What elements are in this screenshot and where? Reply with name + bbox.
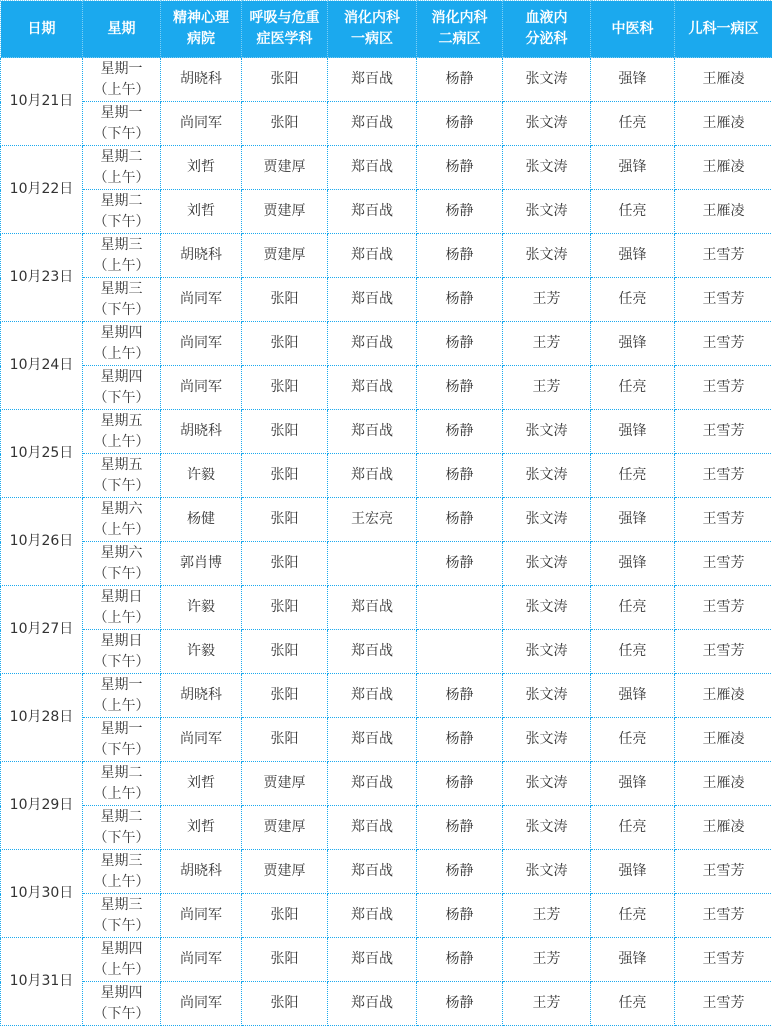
doctor-cell: 张文涛 [503, 102, 591, 146]
doctor-cell: 张文涛 [503, 498, 591, 542]
period-label: （上午） [85, 344, 158, 365]
doctor-cell: 杨健 [161, 498, 242, 542]
doctor-cell: 胡晓科 [161, 674, 242, 718]
doctor-cell: 郑百战 [328, 58, 417, 102]
column-header [161, 1, 242, 58]
doctor-cell: 王雪芳 [675, 366, 772, 410]
doctor-cell: 张阳 [242, 674, 328, 718]
table-row [1, 674, 772, 718]
doctor-cell: 张阳 [242, 586, 328, 630]
date-cell: 10月26日 [1, 498, 83, 586]
doctor-cell: 郑百战 [328, 894, 417, 938]
doctor-cell: 郑百战 [328, 366, 417, 410]
date-cell: 10月28日 [1, 674, 83, 762]
weekday-label: 星期四 [85, 367, 158, 388]
weekday-cell [83, 938, 161, 982]
doctor-cell: 王雁凌 [675, 762, 772, 806]
doctor-cell: 王芳 [503, 322, 591, 366]
doctor-cell: 张阳 [242, 366, 328, 410]
doctor-cell: 王宏亮 [328, 498, 417, 542]
doctor-cell: 任亮 [591, 190, 675, 234]
period-label: （下午） [85, 740, 158, 761]
doctor-cell: 任亮 [591, 806, 675, 850]
weekday-cell [83, 542, 161, 586]
weekday-label: 星期一 [85, 719, 158, 740]
doctor-cell: 杨静 [417, 498, 503, 542]
doctor-cell: 任亮 [591, 366, 675, 410]
doctor-cell: 王雁凌 [675, 190, 772, 234]
doctor-cell: 王雪芳 [675, 850, 772, 894]
doctor-cell: 贾建厚 [242, 190, 328, 234]
period-label: （下午） [85, 916, 158, 937]
weekday-cell [83, 630, 161, 674]
period-label: （上午） [85, 256, 158, 277]
period-label: （上午） [85, 960, 158, 981]
doctor-cell: 杨静 [417, 938, 503, 982]
doctor-cell: 郑百战 [328, 322, 417, 366]
column-header [1, 1, 83, 58]
weekday-label: 星期日 [85, 587, 158, 608]
period-label: （下午） [85, 476, 158, 497]
weekday-cell [83, 762, 161, 806]
table-row [1, 542, 772, 586]
doctor-cell: 强锋 [591, 542, 675, 586]
doctor-cell: 郑百战 [328, 850, 417, 894]
weekday-cell [83, 410, 161, 454]
doctor-cell: 郑百战 [328, 278, 417, 322]
doctor-cell [328, 542, 417, 586]
doctor-cell: 许毅 [161, 586, 242, 630]
doctor-cell: 贾建厚 [242, 234, 328, 278]
doctor-cell: 胡晓科 [161, 234, 242, 278]
table-row [1, 190, 772, 234]
table-body [1, 58, 772, 1026]
doctor-cell: 杨静 [417, 850, 503, 894]
date-cell: 10月23日 [1, 234, 83, 322]
doctor-cell: 张阳 [242, 982, 328, 1026]
table-row [1, 586, 772, 630]
doctor-cell: 王雪芳 [675, 454, 772, 498]
period-label: （上午） [85, 520, 158, 541]
period-label: （上午） [85, 168, 158, 189]
doctor-cell: 王雁凌 [675, 718, 772, 762]
doctor-cell: 张文涛 [503, 234, 591, 278]
weekday-cell [83, 366, 161, 410]
period-label: （下午） [85, 388, 158, 409]
doctor-cell: 张阳 [242, 454, 328, 498]
doctor-cell: 郑百战 [328, 454, 417, 498]
doctor-cell: 贾建厚 [242, 762, 328, 806]
doctor-cell: 尚同军 [161, 718, 242, 762]
doctor-cell [417, 586, 503, 630]
doctor-cell: 张文涛 [503, 762, 591, 806]
doctor-cell: 王芳 [503, 894, 591, 938]
doctor-cell: 王雪芳 [675, 498, 772, 542]
weekday-label: 星期日 [85, 631, 158, 652]
weekday-cell [83, 894, 161, 938]
doctor-cell: 王雪芳 [675, 410, 772, 454]
doctor-cell: 许毅 [161, 454, 242, 498]
table-row [1, 102, 772, 146]
weekday-label: 星期一 [85, 675, 158, 696]
doctor-cell: 强锋 [591, 234, 675, 278]
table-row [1, 322, 772, 366]
weekday-cell [83, 850, 161, 894]
doctor-cell: 任亮 [591, 586, 675, 630]
table-row [1, 938, 772, 982]
doctor-cell: 贾建厚 [242, 806, 328, 850]
doctor-cell: 尚同军 [161, 938, 242, 982]
period-label: （下午） [85, 652, 158, 673]
weekday-cell [83, 322, 161, 366]
doctor-cell: 王雪芳 [675, 630, 772, 674]
weekday-label: 星期六 [85, 543, 158, 564]
period-label: （下午） [85, 212, 158, 233]
table-row [1, 850, 772, 894]
doctor-cell: 任亮 [591, 718, 675, 762]
period-label: （下午） [85, 1004, 158, 1025]
table-row [1, 366, 772, 410]
doctor-cell: 王雪芳 [675, 586, 772, 630]
doctor-cell: 王雪芳 [675, 322, 772, 366]
period-label: （下午） [85, 300, 158, 321]
column-header-line: 日期 [3, 19, 80, 40]
doctor-cell: 张文涛 [503, 146, 591, 190]
doctor-cell: 强锋 [591, 322, 675, 366]
column-header-line: 儿科一病区 [677, 19, 770, 40]
doctor-cell: 刘哲 [161, 146, 242, 190]
date-cell: 10月29日 [1, 762, 83, 850]
doctor-cell: 张文涛 [503, 454, 591, 498]
doctor-cell: 张文涛 [503, 542, 591, 586]
doctor-cell: 任亮 [591, 454, 675, 498]
doctor-cell: 胡晓科 [161, 58, 242, 102]
weekday-cell [83, 58, 161, 102]
weekday-label: 星期五 [85, 411, 158, 432]
table-row [1, 498, 772, 542]
column-header [242, 1, 328, 58]
doctor-cell: 尚同军 [161, 102, 242, 146]
doctor-cell: 杨静 [417, 674, 503, 718]
doctor-cell: 王雁凌 [675, 146, 772, 190]
doctor-cell: 张阳 [242, 58, 328, 102]
doctor-cell: 郭肖博 [161, 542, 242, 586]
period-label: （下午） [85, 828, 158, 849]
date-cell: 10月31日 [1, 938, 83, 1026]
doctor-cell: 强锋 [591, 674, 675, 718]
doctor-cell: 杨静 [417, 894, 503, 938]
doctor-cell: 杨静 [417, 58, 503, 102]
table-row [1, 146, 772, 190]
table-row [1, 278, 772, 322]
doctor-cell: 杨静 [417, 982, 503, 1026]
doctor-cell: 杨静 [417, 410, 503, 454]
doctor-cell: 郑百战 [328, 586, 417, 630]
table-row [1, 762, 772, 806]
date-cell: 10月22日 [1, 146, 83, 234]
period-label: （上午） [85, 432, 158, 453]
date-cell: 10月21日 [1, 58, 83, 146]
doctor-cell: 张文涛 [503, 630, 591, 674]
doctor-cell: 郑百战 [328, 938, 417, 982]
doctor-cell: 郑百战 [328, 234, 417, 278]
doctor-cell: 杨静 [417, 146, 503, 190]
weekday-label: 星期三 [85, 895, 158, 916]
doctor-cell: 张文涛 [503, 58, 591, 102]
weekday-label: 星期三 [85, 235, 158, 256]
doctor-cell: 强锋 [591, 850, 675, 894]
doctor-cell: 许毅 [161, 630, 242, 674]
doctor-cell: 张文涛 [503, 806, 591, 850]
column-header [83, 1, 161, 58]
period-label: （上午） [85, 80, 158, 101]
doctor-cell: 张文涛 [503, 674, 591, 718]
doctor-cell: 强锋 [591, 410, 675, 454]
doctor-cell: 张阳 [242, 718, 328, 762]
doctor-cell: 任亮 [591, 894, 675, 938]
column-header-line: 消化内科 [419, 8, 500, 29]
doctor-cell: 郑百战 [328, 718, 417, 762]
column-header [328, 1, 417, 58]
doctor-cell: 任亮 [591, 102, 675, 146]
doctor-cell: 张文涛 [503, 718, 591, 762]
doctor-cell: 杨静 [417, 234, 503, 278]
weekday-label: 星期三 [85, 851, 158, 872]
doctor-cell: 刘哲 [161, 762, 242, 806]
doctor-cell: 王芳 [503, 366, 591, 410]
doctor-cell: 张文涛 [503, 586, 591, 630]
column-header-line: 分泌科 [505, 29, 588, 50]
doctor-cell: 杨静 [417, 762, 503, 806]
doctor-cell: 郑百战 [328, 982, 417, 1026]
doctor-cell: 胡晓科 [161, 410, 242, 454]
column-header [591, 1, 675, 58]
doctor-cell: 杨静 [417, 102, 503, 146]
weekday-cell [83, 102, 161, 146]
doctor-cell: 胡晓科 [161, 850, 242, 894]
doctor-cell: 贾建厚 [242, 146, 328, 190]
doctor-cell: 杨静 [417, 190, 503, 234]
doctor-cell: 王雁凌 [675, 102, 772, 146]
doctor-cell: 强锋 [591, 498, 675, 542]
date-cell: 10月24日 [1, 322, 83, 410]
weekday-label: 星期二 [85, 807, 158, 828]
header-row [1, 1, 772, 58]
period-label: （上午） [85, 696, 158, 717]
doctor-cell: 杨静 [417, 322, 503, 366]
doctor-cell: 张阳 [242, 410, 328, 454]
period-label: （上午） [85, 608, 158, 629]
doctor-cell: 张阳 [242, 498, 328, 542]
doctor-cell: 刘哲 [161, 806, 242, 850]
weekday-cell [83, 674, 161, 718]
weekday-label: 星期四 [85, 983, 158, 1004]
doctor-cell: 尚同军 [161, 894, 242, 938]
weekday-label: 星期四 [85, 939, 158, 960]
column-header [675, 1, 772, 58]
doctor-cell: 郑百战 [328, 630, 417, 674]
weekday-label: 星期四 [85, 323, 158, 344]
column-header-line: 消化内科 [330, 8, 414, 29]
date-cell: 10月27日 [1, 586, 83, 674]
doctor-cell: 强锋 [591, 58, 675, 102]
table-header [1, 1, 772, 58]
doctor-cell: 王雪芳 [675, 542, 772, 586]
doctor-cell: 刘哲 [161, 190, 242, 234]
doctor-cell [417, 630, 503, 674]
doctor-cell: 杨静 [417, 278, 503, 322]
column-header-line: 二病区 [419, 29, 500, 50]
date-cell: 10月30日 [1, 850, 83, 938]
date-cell: 10月25日 [1, 410, 83, 498]
weekday-label: 星期二 [85, 763, 158, 784]
doctor-cell: 王雁凌 [675, 806, 772, 850]
doctor-cell: 强锋 [591, 762, 675, 806]
period-label: （上午） [85, 872, 158, 893]
weekday-cell [83, 234, 161, 278]
doctor-cell: 郑百战 [328, 102, 417, 146]
doctor-cell: 王芳 [503, 938, 591, 982]
doctor-cell: 张文涛 [503, 850, 591, 894]
doctor-cell: 任亮 [591, 278, 675, 322]
doctor-cell: 尚同军 [161, 982, 242, 1026]
weekday-label: 星期二 [85, 191, 158, 212]
doctor-cell: 尚同军 [161, 278, 242, 322]
doctor-cell: 杨静 [417, 366, 503, 410]
table-row [1, 630, 772, 674]
doctor-cell: 任亮 [591, 982, 675, 1026]
doctor-cell: 尚同军 [161, 366, 242, 410]
doctor-cell: 张阳 [242, 630, 328, 674]
weekday-label: 星期六 [85, 499, 158, 520]
table-row [1, 806, 772, 850]
doctor-cell: 郑百战 [328, 674, 417, 718]
weekday-label: 星期一 [85, 103, 158, 124]
doctor-cell: 郑百战 [328, 762, 417, 806]
doctor-cell: 王雪芳 [675, 894, 772, 938]
doctor-cell: 郑百战 [328, 190, 417, 234]
column-header-line: 精神心理 [163, 8, 239, 29]
weekday-cell [83, 718, 161, 762]
doctor-cell: 张阳 [242, 894, 328, 938]
column-header [417, 1, 503, 58]
column-header [503, 1, 591, 58]
doctor-cell: 王雪芳 [675, 278, 772, 322]
period-label: （下午） [85, 124, 158, 145]
period-label: （上午） [85, 784, 158, 805]
doctor-cell: 杨静 [417, 806, 503, 850]
doctor-cell: 王雁凌 [675, 674, 772, 718]
doctor-cell: 张阳 [242, 322, 328, 366]
doctor-cell: 郑百战 [328, 806, 417, 850]
weekday-cell [83, 586, 161, 630]
doctor-cell: 王雪芳 [675, 938, 772, 982]
doctor-cell: 郑百战 [328, 410, 417, 454]
doctor-cell: 王雪芳 [675, 234, 772, 278]
doctor-cell: 王雁凌 [675, 58, 772, 102]
doctor-cell: 杨静 [417, 718, 503, 762]
weekday-cell [83, 278, 161, 322]
column-header-line: 症医学科 [244, 29, 325, 50]
table-row [1, 58, 772, 102]
column-header-line: 血液内 [505, 8, 588, 29]
period-label: （下午） [85, 564, 158, 585]
doctor-cell: 强锋 [591, 146, 675, 190]
weekday-label: 星期一 [85, 59, 158, 80]
doctor-cell: 王雪芳 [675, 982, 772, 1026]
doctor-cell: 张文涛 [503, 410, 591, 454]
table-row [1, 718, 772, 762]
weekday-cell [83, 454, 161, 498]
weekday-label: 星期五 [85, 455, 158, 476]
doctor-cell: 张阳 [242, 278, 328, 322]
weekday-cell [83, 146, 161, 190]
doctor-cell: 杨静 [417, 454, 503, 498]
doctor-cell: 贾建厚 [242, 850, 328, 894]
doctor-cell: 郑百战 [328, 146, 417, 190]
table-row [1, 410, 772, 454]
doctor-cell: 王芳 [503, 278, 591, 322]
doctor-cell: 强锋 [591, 938, 675, 982]
doctor-cell: 杨静 [417, 542, 503, 586]
column-header-line: 呼吸与危重 [244, 8, 325, 29]
doctor-cell: 张阳 [242, 938, 328, 982]
weekday-cell [83, 190, 161, 234]
table-row [1, 454, 772, 498]
column-header-line: 一病区 [330, 29, 414, 50]
table-row [1, 234, 772, 278]
weekday-label: 星期二 [85, 147, 158, 168]
doctor-cell: 任亮 [591, 630, 675, 674]
doctor-cell: 张阳 [242, 102, 328, 146]
doctor-cell: 尚同军 [161, 322, 242, 366]
weekday-cell [83, 806, 161, 850]
doctor-cell: 张文涛 [503, 190, 591, 234]
column-header-line: 病院 [163, 29, 239, 50]
table-row [1, 894, 772, 938]
doctor-cell: 王芳 [503, 982, 591, 1026]
weekday-cell [83, 498, 161, 542]
column-header-line: 中医科 [593, 19, 672, 40]
weekday-label: 星期三 [85, 279, 158, 300]
doctor-cell: 张阳 [242, 542, 328, 586]
column-header-line: 星期 [85, 19, 158, 40]
